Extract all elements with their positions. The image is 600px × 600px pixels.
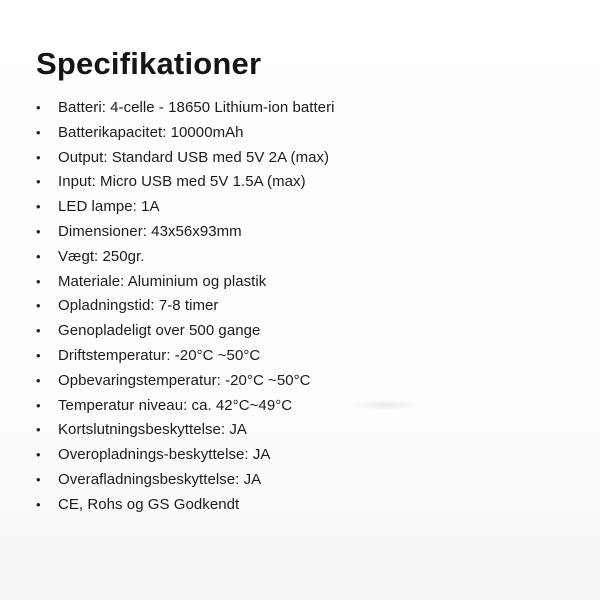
spec-item-capacity [36, 121, 335, 146]
spec-item-led-lamp [36, 195, 335, 220]
spec-item-temperature-level [36, 394, 335, 419]
spec-item-operating-temperature [36, 344, 335, 369]
bullet-icon: • [36, 199, 41, 215]
spec-text: Output: Standard USB med 5V 2A (max) [58, 148, 330, 166]
spec-text: Overafladningsbeskyttelse: JA [58, 470, 262, 488]
spec-text: Vægt: 250gr. [58, 247, 145, 265]
bullet-icon: • [36, 298, 41, 314]
bullet-icon: • [36, 223, 41, 239]
spec-item-recharge-cycles [36, 319, 335, 344]
spec-text: LED lampe: 1A [58, 198, 160, 216]
spec-text: Input: Micro USB med 5V 1.5A (max) [58, 173, 306, 191]
spec-item-short-circuit-protection [36, 418, 335, 443]
spec-text: Materiale: Aluminium og plastik [58, 272, 267, 290]
bullet-icon: • [36, 397, 41, 413]
spec-item-output [36, 146, 335, 171]
spec-text: Temperatur niveau: ca. 42°C~49°C [58, 396, 293, 414]
bullet-icon: • [36, 372, 41, 388]
spec-item-dimensions [36, 220, 335, 245]
spec-item-overcharge-protection [36, 443, 335, 468]
bullet-icon: • [36, 347, 41, 363]
spec-item-storage-temperature [36, 369, 335, 394]
bullet-icon: • [36, 100, 41, 115]
bullet-icon: • [36, 422, 41, 438]
bullet-icon: • [36, 273, 41, 289]
spec-text: Opbevaringstemperatur: -20°C ~50°C [58, 371, 311, 389]
spec-item-weight [36, 245, 335, 270]
bullet-icon: • [36, 323, 41, 339]
spec-item-material [36, 270, 335, 295]
spec-text: Batteri: 4-celle - 18650 Lithium-ion batteri [58, 99, 335, 116]
spec-item-certifications [36, 493, 335, 518]
spec-text: Dimensioner: 43x56x93mm [58, 222, 242, 240]
spec-text: Overopladnings-beskyttelse: JA [58, 446, 271, 464]
bullet-icon: • [36, 471, 41, 487]
spec-list [36, 96, 335, 518]
bullet-icon: • [36, 447, 41, 463]
bullet-icon: • [36, 248, 41, 264]
spec-item-input [36, 170, 335, 195]
page-title: Specifikationer [36, 46, 262, 81]
spec-item-battery [36, 96, 335, 121]
paper-smudge [350, 400, 420, 410]
spec-item-charging-time [36, 294, 335, 319]
spec-item-overdischarge-protection [36, 468, 335, 493]
bullet-icon: • [36, 496, 41, 512]
spec-text: Kortslutningsbeskyttelse: JA [58, 421, 247, 439]
spec-text: Batterikapacitet: 10000mAh [58, 123, 244, 141]
spec-text: Driftstemperatur: -20°C ~50°C [58, 346, 261, 364]
bullet-icon: • [36, 124, 41, 140]
spec-text: Genopladeligt over 500 gange [58, 322, 261, 340]
spec-text: Opladningstid: 7-8 timer [58, 297, 219, 315]
bullet-icon: • [36, 174, 41, 190]
bullet-icon: • [36, 149, 41, 165]
spec-text: CE, Rohs og GS Godkendt [58, 495, 240, 513]
